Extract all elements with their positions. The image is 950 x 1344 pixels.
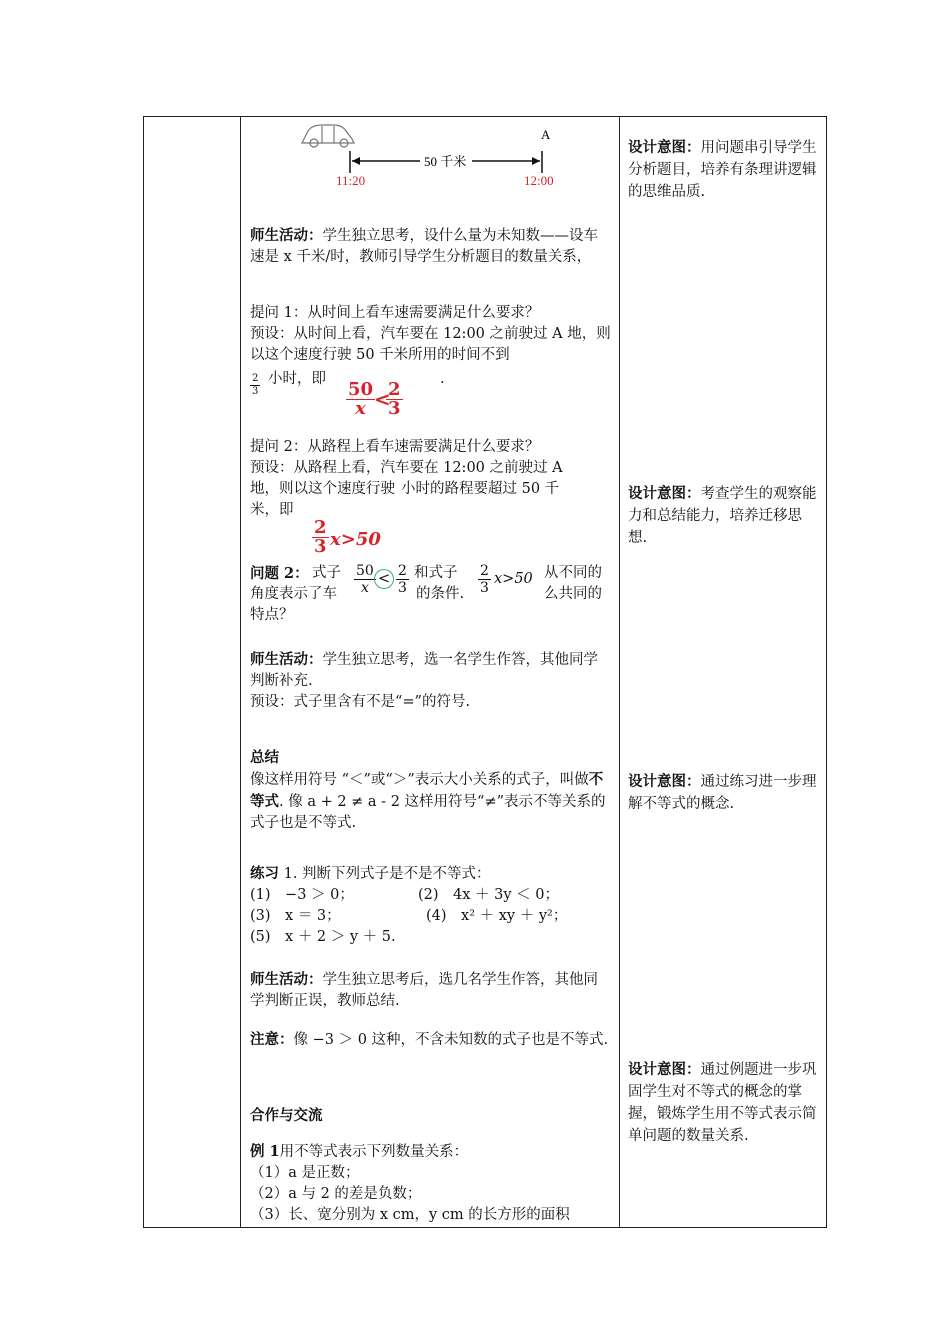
example-item: （2）a 与 2 的差是负数；	[250, 1186, 422, 1202]
design-intent-1: 设计意图：用问题串引导学生分析题目，培养有条理讲逻辑的思维品质.	[628, 139, 817, 200]
q2-inequality: $\frac{2}{3}$ x>50	[314, 517, 381, 557]
car-distance-diagram	[250, 117, 612, 197]
exercise-item: (5) x ＋ 2 ＞ y ＋ 5.	[250, 929, 396, 945]
less-than-circled: <	[374, 569, 394, 589]
note: 注意：像 −3 ＞ 0 这种，不含未知数的式子也是不等式.	[250, 1031, 609, 1048]
left-column	[144, 117, 241, 1227]
exercise-item: (3) x ＝ 3；	[250, 908, 341, 924]
exercise-item: (2) 4x ＋ 3y ＜ 0；	[418, 887, 560, 903]
exercise: 练习 1. 判断下列式子是不是不等式： (1) −3 ＞ 0； (2) 4x ＋ 3y ＜ 0； (3) x ＝ 3； (4) x² ＋ xy ＋ y²； (5) x ＋ 2 ＞ y ＋ 5.	[250, 863, 612, 969]
q1-inequality-row: $\frac{2}{3}$ 小时，即 . $\frac{50}{x}$ < $\frac{2}{3}$	[252, 371, 445, 419]
example-item: （1）a 是正数；	[250, 1165, 360, 1181]
example-1: 例 1用不等式表示下列数量关系： （1）a 是正数； （2）a 与 2 的差是负数； （3）长、宽分别为 x cm，y cm 的长方形的面积	[250, 1141, 612, 1226]
example-item: （3）长、宽分别为 x cm，y cm 的长方形的面积	[250, 1207, 570, 1223]
design-intent-3: 设计意图：通过练习进一步理解不等式的概念.	[628, 773, 817, 812]
question-2: 提问 2：从路程上看车速需要满足什么要求？ 预设：从路程上看，汽车要在 12:00 之前驶过 A 地，则以这个速度行驶 小时的路程要超过 50 千 米，即	[250, 439, 563, 518]
exercise-item: (1) −3 ＞ 0；	[250, 887, 354, 903]
lesson-table	[143, 116, 827, 1228]
point-a-label: A	[541, 127, 551, 142]
car-icon	[302, 125, 354, 147]
activity-3: 师生活动：学生独立思考后，选几名学生作答，其他同学判断正误，教师总结.	[250, 971, 598, 1009]
start-time: 11:20	[336, 173, 366, 188]
summary: 总结 像这样用符号 “＜”或“＞”表示大小关系的式子，叫做不等式. 像 a + 2 ≠ a - 2 这样用符号“≠”表示不等关系的式子也是不等式.	[250, 749, 606, 831]
cooperation-title: 合作与交流	[250, 1107, 323, 1124]
end-time: 12:00	[524, 173, 554, 188]
design-intent-4: 设计意图：通过例题进一步巩固学生对不等式的概念的掌握，锻炼学生用不等式表示简单问题的数量关系.	[628, 1061, 817, 1144]
question-1: 提问 1：从时间上看车速需要满足什么要求？ 预设：从时间上看，汽车要在 12:00 之前驶过 A 地，则以这个速度行驶 50 千米所用的时间不到	[250, 305, 611, 363]
activity-2: 师生活动：学生独立思考，选一名学生作答，其他同学判断补充. 预设：式子里含有不是“=”的符号.	[250, 651, 598, 710]
activity-1: 师生活动：学生独立思考，设什么量为未知数——设车速是 x 千米/时，教师引导学生分析题目的数量关系，	[250, 227, 598, 265]
column-divider	[619, 117, 620, 1227]
design-intent-2: 设计意图：考查学生的观察能力和总结能力，培养迁移思想.	[628, 485, 817, 546]
problem-2: 问题 2： 式子 $\frac{50}{x}$ < $\frac{2}{3}$ 和式子 $\frac{2}{3}$ x>50 从不同的 角度表示了车 的条件. 么共同的 特点？	[250, 563, 602, 623]
two-thirds-fraction: $\frac{2}{3}$	[252, 373, 259, 397]
exercise-item: (4) x² ＋ xy ＋ y²；	[426, 908, 568, 924]
inequality-50-over-x: $\frac{50}{x}$	[348, 379, 374, 419]
distance-label: 50 千米	[424, 154, 467, 169]
